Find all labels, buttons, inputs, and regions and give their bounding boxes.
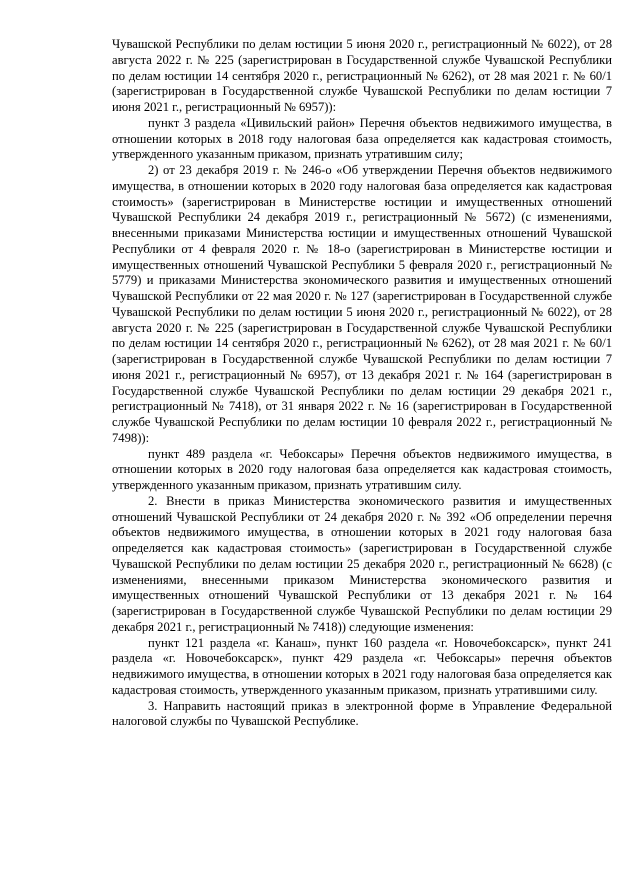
paragraph-section-2: 2. Внести в приказ Министерства экономического развития и имущественных отношений Чувашской Республики от 24 декабря 2020 г. № 392 «Об определении перечня объектов недвижимого имущества, в отношении которых в 2021 году налоговая база определяется как кадастровая стоимость» (зарегистрирован в Государственной службе Чувашской Республики по делам юстиции 25 декабря 2020 г., регистрационный № 6628) (с изменениями, внесенными приказом Министерства экономического развития и имущественных отношений Чувашской Республики от 13 декабря 2021 г. № 164 (зарегистрирован в Государственной службе Чувашской Республики по делам юстиции 29 декабря 2021 г., регистрационный № 7418)) следующие изменения: [112, 493, 612, 634]
paragraph-continuation: Чувашской Республики по делам юстиции 5 июня 2020 г., регистрационный № 6022), от 28 августа 2022 г. № 225 (зарегистрирован в Государственной службе Чувашской Республики по делам юстиции 14 сентября 2020 г., регистрационный № 6262), от 28 мая 2021 г. № 60/1 (зарегистрирован в Государственной службе Чувашской Республики по делам юстиции 7 июня 2021 г., регистрационный № 6957)): [112, 37, 612, 114]
paragraph-item-point-489: пункт 489 раздела «г. Чебоксары» Перечня объектов недвижимого имущества, в отношении которых в 2020 году налоговая база определяется как кадастровая стоимость, утвержденного указанным приказом, признать утратившим силу. [112, 446, 612, 492]
paragraph-item-point-3: пункт 3 раздела «Цивильский район» Перечня объектов недвижимого имущества, в отношении которых в 2018 году налоговая база определяется как кадастровая стоимость, утвержденного указанным приказом, признать утратившим силу; [112, 115, 612, 162]
paragraph-item-2: 2) от 23 декабря 2019 г. № 246-о «Об утверждении Перечня объектов недвижимого имущества, в отношении которых в 2020 году налоговая база определяется как кадастровая стоимость» (зарегистрирован в Министерстве юстиции и имущественных отношений Чувашской Республики 24 декабря 2019 г., регистрационный № 5672) (с изменениями, внесенными приказами Министерства юстиции и имущественных отношений Чувашской Республики от 4 февраля 2020 г. № 18-о (зарегистрирован в Министерстве юстиции и имущественных отношений Чувашской Республики 5 февраля 2020 г., регистрационный № 5779) и приказами Министерства экономического развития и имущественных отношений Чувашской Республики от 22 мая 2020 г. № 127 (зарегистрирован в Государственной службе Чувашской Республики по делам юстиции 5 июня 2020 г., регистрационный № 6022), от 28 августа 2020 г. № 225 (зарегистрирован в Государственной службе Чувашской Республики по делам юстиции 14 сентября 2020 г., регистрационный № 6262), от 28 мая 2021 г. № 60/1 (зарегистрирован в Государственной службе Чувашской Республики по делам юстиции 7 июня 2021 г., регистрационный № 6957), от 13 декабря 2021 г. № 164 (зарегистрирован в Государственной службе Чувашской Республики по делам юстиции 29 декабря 2021 г., регистрационный № 7418), от 31 января 2022 г. № 16 (зарегистрирован в Государственной службе Чувашской Республики по делам юстиции 10 февраля 2022 г., регистрационный № 7498)): [112, 163, 612, 445]
paragraph-section-3: 3. Направить настоящий приказ в электронной форме в Управление Федеральной налоговой службы по Чувашской Республике. [112, 698, 612, 729]
paragraph-item-points-list: пункт 121 раздела «г. Канаш», пункт 160 раздела «г. Новочебоксарск», пункт 241 раздела «г. Новочебоксарск», пункт 429 раздела «г. Чебоксары» перечня объектов недвижимого имущества, в отношении которых в 2021 году налоговая база определяется как кадастровая стоимость, утвержденного указанным приказом, признать утратившими силу. [112, 635, 612, 697]
